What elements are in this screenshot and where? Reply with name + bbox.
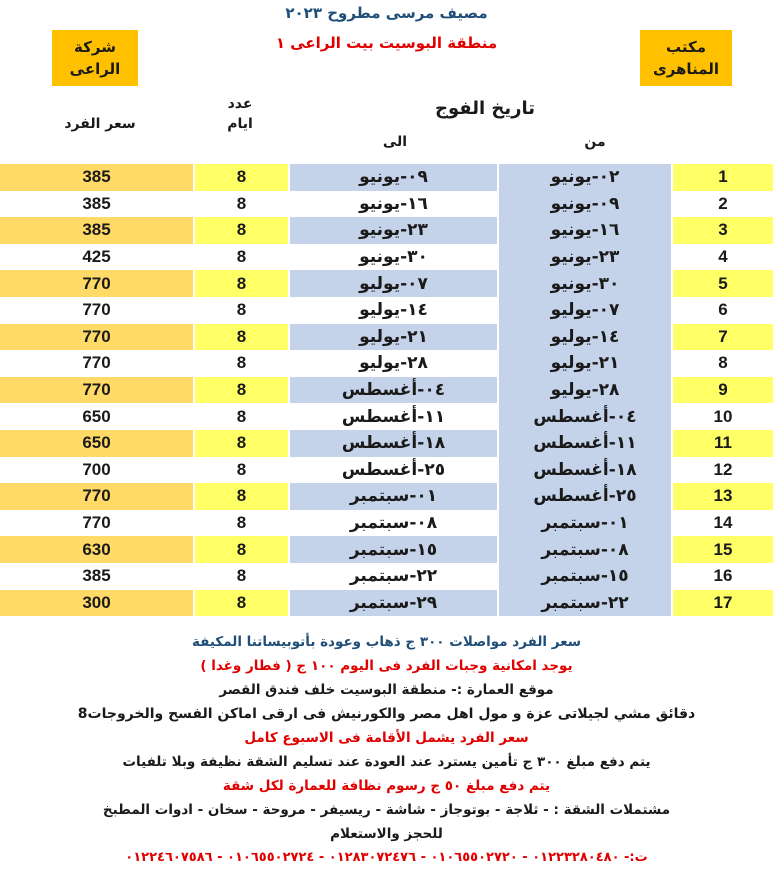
table-row [0,244,773,271]
office-box [640,30,732,86]
group-number-cell: 8 [718,353,728,373]
header-group-date: تاريخ الفوج [434,98,536,119]
price-cell: 300 [0,590,193,617]
group-number-cell: 9 [673,377,773,404]
days-cell: 8 [195,590,288,617]
to-date-cell: ٠٩-يونيو [290,164,497,191]
group-number-cell: 12 [713,459,733,479]
office-box-line1: مكتب [665,38,706,56]
from-date-cell: ١٤-يوليو [499,324,671,351]
price-cell: 700 [82,459,111,479]
group-number-cell: 14 [713,513,733,533]
from-date-cell: ٢١-يوليو [499,350,671,377]
price-cell: 650 [0,430,193,457]
table-row [0,164,773,191]
note-distance: 8دقائق مشي لجيلاتى عزة و مول اهل مصر والكورنيش فى ارقى اماكن الفسح والخروجات [77,706,696,722]
group-number-cell: 4 [718,247,728,267]
to-date-cell: ٢٨-يوليو [359,353,428,374]
table-row [0,403,773,430]
to-date-cell: ٠٤-أغسطس [290,377,497,404]
from-date-cell: ٢٥-أغسطس [499,483,671,510]
to-date-cell: ٣٠-يونيو [359,247,428,268]
page-subtitle: منطقة البوسيت بيت الراعى ١ [275,34,498,52]
table-row [0,430,773,457]
group-number-cell: 17 [673,590,773,617]
to-date-cell: ١١-أغسطس [341,406,446,427]
group-number-cell: 15 [673,536,773,563]
group-number-cell: 6 [718,300,728,320]
header-from: من [584,134,606,150]
to-date-cell: ١٨-أغسطس [290,430,497,457]
days-cell: 8 [195,164,288,191]
company-box [52,30,138,86]
header-to: الى [382,134,408,150]
table-row [0,457,773,484]
table-row [0,563,773,590]
table-row [0,590,773,617]
to-date-cell: ١٦-يونيو [359,193,428,214]
header-days-line2: ايام [227,116,253,132]
company-box-line1: شركة [74,38,116,56]
price-cell: 385 [82,193,111,213]
note-transport: سعر الفرد مواصلات ٣٠٠ ج ذهاب وعودة بأتوبيساتنا المكيفة [191,634,582,650]
from-date-cell: ٣٠-يونيو [499,270,671,297]
to-date-cell: ١٥-سبتمبر [290,536,497,563]
header-days-line1: عدد [227,96,253,112]
table-row [0,483,773,510]
days-cell: 8 [236,406,247,426]
days-cell: 8 [195,536,288,563]
price-cell: 770 [82,300,111,320]
note-booking: للحجز والاستعلام [330,826,443,842]
price-cell: 650 [82,406,111,426]
days-cell: 8 [236,513,247,533]
table-row [0,270,773,297]
from-date-cell: ١٨-أغسطس [499,457,671,484]
from-date-cell: ١٥-سبتمبر [499,563,671,590]
table-row [0,350,773,377]
price-cell: 770 [0,377,193,404]
note-phones: ت:- ٠١٢٢٣٢٨٠٤٨٠ - ٠١٠٦٥٥٠٢٧٢٠ - ٠١٢٨٣٠٧٢٤٧٦ - ٠١٠٦٥٥٠٢٧٢٤ - ٠١٢٢٤٦٠٧٥٨٦ [125,850,648,865]
to-date-cell: ١٤-يوليو [359,300,428,321]
group-number-cell: 11 [673,430,773,457]
from-date-cell: ٢٨-يوليو [499,377,671,404]
group-number-cell: 3 [673,217,773,244]
price-cell: 770 [0,270,193,297]
group-number-cell: 5 [673,270,773,297]
days-cell: 8 [236,300,247,320]
price-cell: 385 [82,566,111,586]
group-number-cell: 1 [673,164,773,191]
header-price: سعر الفرد [64,116,136,132]
table-row [0,377,773,404]
to-date-cell: ٢١-يوليو [290,324,497,351]
from-date-cell: ٠١-سبتمبر [499,510,671,537]
note-location: موقع العمارة :- منطقة البوسيت خلف فندق القصر [219,682,554,698]
from-date-cell: ٠٨-سبتمبر [499,536,671,563]
price-cell: 770 [0,483,193,510]
to-date-cell: ٢٢-سبتمبر [349,566,438,587]
days-cell: 8 [195,324,288,351]
note-meals: يوجد امكانية وجبات الفرد فى اليوم ١٠٠ ج ( فطار وغدا ) [200,658,573,674]
days-cell: 8 [236,247,247,267]
from-date-cell: ١١-أغسطس [499,430,671,457]
days-cell: 8 [236,566,247,586]
group-number-cell: 10 [713,406,733,426]
note-full-week: سعر الفرد يشمل الأقامة فى الاسبوع كامل [244,730,529,746]
price-cell: 385 [0,164,193,191]
to-date-cell: ٢٣-يونيو [290,217,497,244]
group-number-cell: 16 [713,566,733,586]
from-date-cell: ٠٧-يوليو [499,297,671,324]
price-cell: 770 [82,513,111,533]
note-amenities: مشتملات الشقة : - ثلاجة - بوتوجاز - شاشة - ريسيفر - مروحة - سخان - ادوات المطبخ [102,802,671,818]
from-date-cell: ٠٩-يونيو [499,191,671,218]
header-days [210,94,270,134]
table-row [0,217,773,244]
price-cell: 425 [82,247,111,267]
from-date-cell: ٠٤-أغسطس [499,403,671,430]
days-cell: 8 [236,353,247,373]
days-cell: 8 [236,459,247,479]
to-date-cell: ٠٨-سبتمبر [349,513,438,534]
price-cell: 385 [0,217,193,244]
group-number-cell: 7 [673,324,773,351]
from-date-cell: ٢٣-يونيو [499,244,671,271]
table-row [0,536,773,563]
to-date-cell: ٢٩-سبتمبر [290,590,497,617]
days-cell: 8 [195,270,288,297]
group-number-cell: 2 [718,193,728,213]
to-date-cell: ٠١-سبتمبر [290,483,497,510]
company-box-line2: الراعى [69,60,121,78]
days-cell: 8 [195,377,288,404]
table-row [0,324,773,351]
days-cell: 8 [195,483,288,510]
office-box-line2: المناهرى [652,60,720,78]
notes [0,630,773,870]
days-cell: 8 [236,193,247,213]
days-cell: 8 [195,430,288,457]
price-cell: 770 [82,353,111,373]
price-cell: 770 [0,324,193,351]
to-date-cell: ٠٧-يوليو [290,270,497,297]
from-date-cell: ٢٢-سبتمبر [499,590,671,617]
note-deposit: يتم دفع مبلغ ٣٠٠ ج تأمين يسترد عند العودة عند تسليم الشقة نظيفة وبلا تلفيات [122,754,651,770]
group-number-cell: 13 [673,483,773,510]
note-cleaning-fee: يتم دفع مبلغ ٥٠ ج رسوم نظافة للعمارة لكل شقة [222,778,551,794]
table-row [0,191,773,218]
to-date-cell: ٢٥-أغسطس [341,459,446,480]
schedule-table [0,164,773,616]
days-cell: 8 [195,217,288,244]
from-date-cell: ٠٢-يونيو [499,164,671,191]
from-date-cell: ١٦-يونيو [499,217,671,244]
table-row [0,297,773,324]
table-row [0,510,773,537]
price-cell: 630 [0,536,193,563]
page-title: مصيف مرسى مطروح ٢٠٢٣ [285,4,488,22]
